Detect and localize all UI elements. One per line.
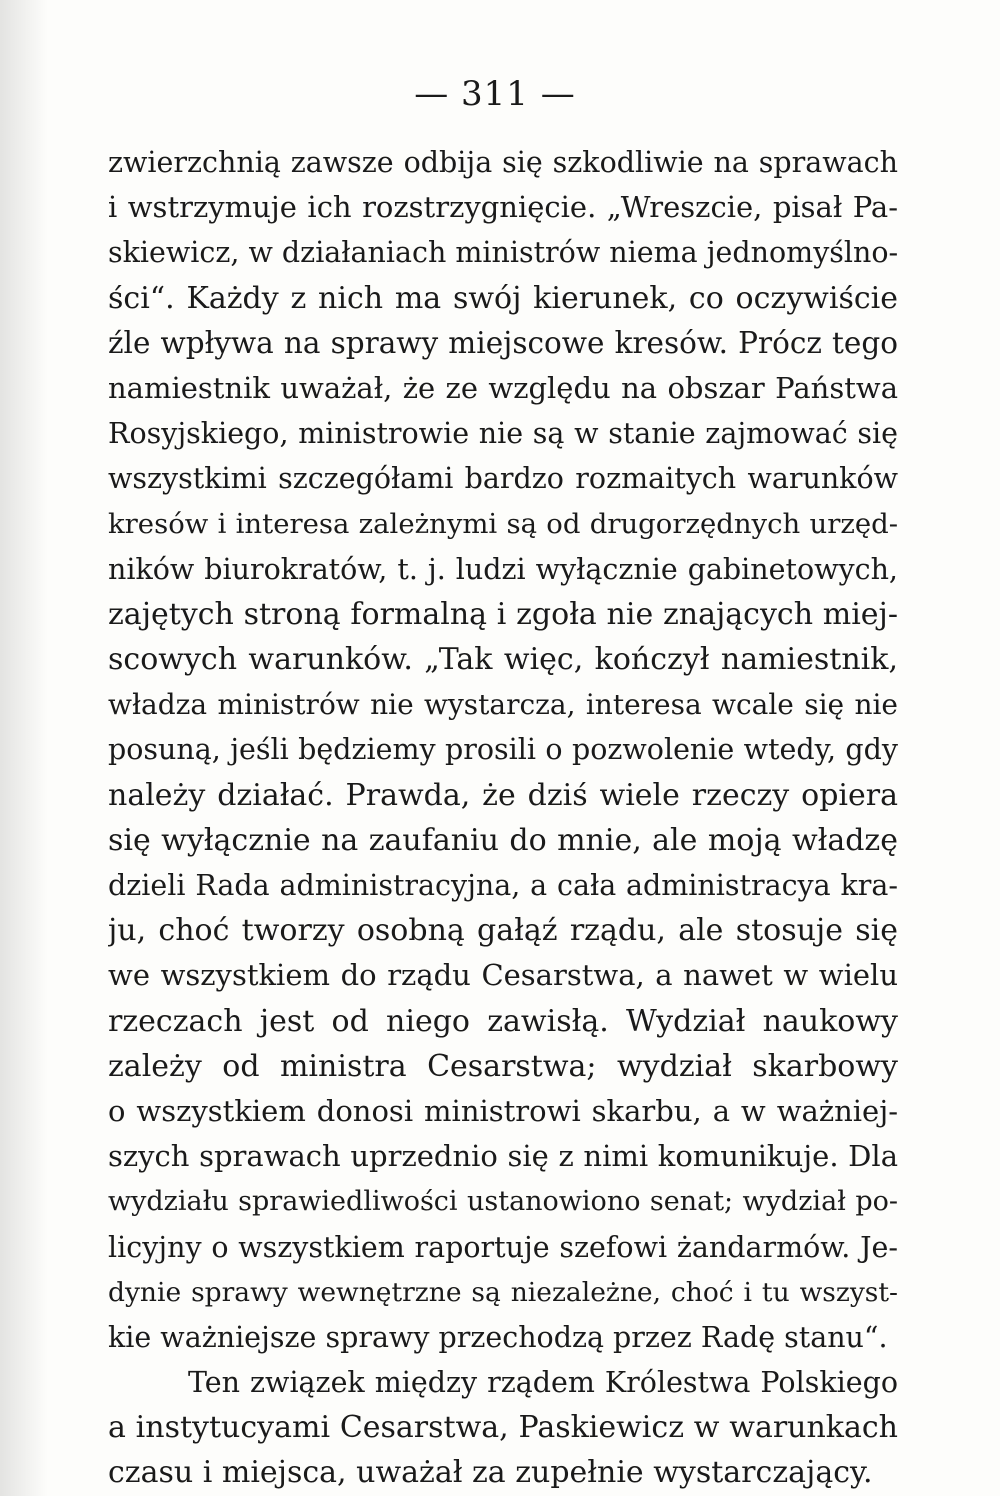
text-line: o wszystkiem donosi ministrowi skarbu, a w ważniej- [108,1093,898,1128]
text-line: skiewicz, w działaniach ministrów niema jednomyślno- [108,236,898,270]
page-number: — 311 — [414,74,576,114]
text-line: i wstrzymuje ich rozstrzygnięcie. „Wreszcie, pisał Pa- [108,190,898,225]
text-line: kresów i interesa zależnymi są od drugorzędnych urzęd- [108,507,898,540]
text-line: zwierzchnią zawsze odbija się szkodliwie na sprawach [108,146,898,179]
text-line: szych sprawach uprzednio się z nimi komunikuje. Dla [108,1139,898,1174]
text-line: ju, choć tworzy osobną gałąź rządu, ale stosuje się [108,913,898,949]
text-line: namiestnik uważał, że ze względu na obszar Państwa [108,370,898,405]
text-line: ników biurokratów, t. j. ludzi wyłącznie gabinetowych, [108,552,898,586]
text-line: wszystkimi szczegółami bardzo rozmaitych warunków [108,462,898,496]
text-line: władza ministrów nie wystarcza, interesa wcale się nie [108,688,898,722]
text-line: we wszystkiem do rządu Cesarstwa, a nawet w wielu [108,958,898,993]
text-line: wydziału sprawiedliwości ustanowiono senat; wydział po- [108,1186,898,1218]
text-line: licyjny o wszystkiem raportuje szefowi żandarmów. Je- [108,1230,898,1264]
paragraph-end-line: kie ważniejsze sprawy przechodzą przez Radę stanu“. [108,1320,888,1354]
text-line: zajętych stroną formalną i zgoła nie znających miej- [108,596,898,632]
body-text [108,140,898,1496]
text-line: Rosyjskiego, ministrowie nie są w stanie zajmować się [108,417,898,451]
text-line: a instytucyami Cesarstwa, Paskiewicz w warunkach [108,1410,898,1446]
text-line: rzeczach jest od niego zawisłą. Wydział naukowy [108,1003,898,1039]
page-edge-shadow [0,0,48,1496]
text-line: należy działać. Prawda, że dziś wiele rzeczy opiera [108,777,898,813]
text-line: scowych warunków. „Tak więc, kończył namiestnik, [108,642,898,678]
text-line: źle wpływa na sprawy miejscowe kresów. Prócz tego [108,325,898,360]
text-line: się wyłącznie na zaufaniu do mnie, ale moją władzę [108,822,898,858]
paragraph-end-line: czasu i miejsca, uważał za zupełnie wystarczający. [108,1455,873,1491]
paragraph-start-line: Ten związek między rządem Królestwa Polskiego [188,1366,898,1400]
text-line: dynie sprawy wewnętrzne są niezależne, choć i tu wszyst- [108,1276,898,1308]
text-line: ści“. Każdy z nich ma swój kierunek, co oczywiście [108,280,898,316]
text-line: posuną, jeśli będziemy prosili o pozwolenie wtedy, gdy [108,733,898,767]
text-line: zależy od ministra Cesarstwa; wydział skarbowy [108,1048,898,1084]
text-line: dzieli Rada administracyjna, a cała administracya kra- [108,869,898,902]
